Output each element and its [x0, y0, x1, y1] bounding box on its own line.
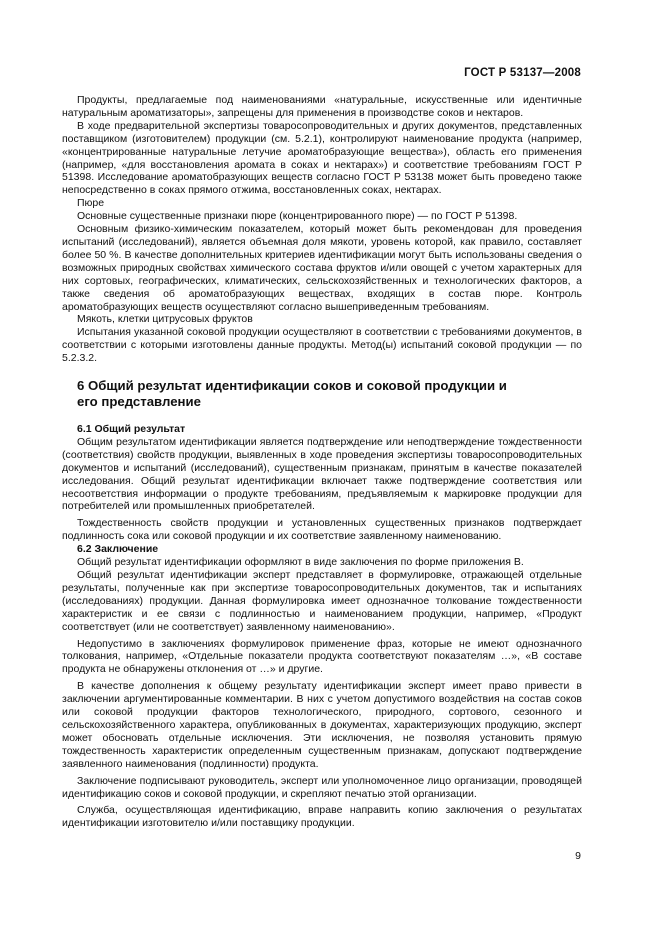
paragraph: В ходе предварительной экспертизы товаросопроводительных и других документов, представленных поставщиком (изготовителем) продукции (см. 5.2.1), контролируют наименование продукта (например, «концентрированные натуральные летучие ароматобразующие вещества»), область его применения (например, «для восстановления аромата в соках и нектарах») и соответствие требованиям ГОСТ Р 51398. Исследование ароматобразующих веществ согласно ГОСТ Р 53138 может быть проведено также непосредственно в соках прямого отжима, восстановленных соках, нектарах. — [62, 119, 582, 197]
subsection-6-2-title: 6.2 Заключение — [77, 543, 159, 556]
document-id-header: ГОСТ Р 53137—2008 — [464, 67, 581, 79]
paragraph: Общий результат идентификации эксперт представляет в формулировке, отражающей отдельные результаты, полученные как при экспертизе товаросопроводительных документов, так и испытаниях (исследованиях) продукции. Данная формулировка имеет однозначное толкование тождественности характеристик и ее связи с подлинностью и наименованием продукции, например, «Продукт соответствует (или не соответствует) заявленному наименованию». — [62, 569, 582, 633]
paragraph: Продукты, предлагаемые под наименованиями «натуральные, искусственные или идентичные натуральным ароматизаторы», запрещены для применения в производстве соков и нектаров. — [62, 94, 582, 119]
paragraph: Заключение подписывают руководитель, эксперт или уполномоченное лицо организации, проводящей идентификацию соков и соковой продукции, и скрепляют печатью этой организации. — [62, 774, 582, 800]
paragraph: Испытания указанной соковой продукции осуществляют в соответствии с требованиями документов, в соответствии с которыми изготовлены данные продукты. Метод(ы) испытаний соковой продукции — по 5.2.3.2. — [62, 326, 582, 365]
page-number: 9 — [575, 850, 581, 862]
paragraph: Служба, осуществляющая идентификацию, вправе направить копию заключения о результатах идентификации изготовителю и/или поставщику продукции. — [62, 804, 582, 830]
paragraph: Общий результат идентификации оформляют в виде заключения по форме приложения В. — [77, 556, 524, 569]
paragraph: Основные существенные признаки пюре (концентрированного пюре) — по ГОСТ Р 51398. — [77, 210, 518, 223]
paragraph: Общим результатом идентификации является подтверждение или неподтверждение тождественности (соответствия) свойств продукции, выявленных в ходе проведения экспертизы товаросопроводительных документов и испытаний (исследований), существенным признакам, принятым в качестве показателей исследования. Общий результат идентификации включает также подтверждение соответствия или несоответствия информации о продукте требованиям, предъявляемым к маркировке продукции для потребителей или промышленных приобретателей. — [62, 435, 582, 513]
paragraph-label-puree: Пюре — [77, 197, 105, 210]
paragraph: Основным физико-химическим показателем, который может быть рекомендован для проведения испытаний (исследований), является объемная доля мякоти, уровень которой, как правило, составляет более 50 %. В качестве дополнительных критериев идентификации могут быть использованы сведения о возможных природных свойствах химического состава фруктов и/или овощей с учетом характерных для них сортовых, географических, климатических, сельскохозяйственных и технологических факторов, а также сведения об ароматобразующих веществах, входящих в состав пюре. Контроль ароматобразующих веществ осуществляют согласно вышеприведенным требованиям. — [62, 223, 582, 313]
section-6-title: 6 Общий результат идентификации соков и соковой продукции и его представление — [77, 378, 507, 409]
paragraph-label-citrus-pulp: Мякоть, клетки цитрусовых фруктов — [77, 313, 253, 326]
subsection-6-1-title: 6.1 Общий результат — [77, 423, 186, 436]
page-body — [62, 94, 582, 830]
paragraph: Тождественность свойств продукции и установленных существенных признаков подтверждает подлинность сока или соковой продукции и их соответствие заявленному наименованию. — [62, 517, 582, 543]
paragraph: Недопустимо в заключениях формулировок применение фраз, которые не имеют однозначного толкования, например, «Отдельные показатели продукта соответствуют показателям …», «В составе продукта не обнаружены отклонения от …» и другие. — [62, 637, 582, 676]
paragraph: В качестве дополнения к общему результату идентификации эксперт имеет право привести в заключении аргументированные комментарии. В них с учетом допустимого воздействия на состав соков или соковой продукции факторов технологического, природного, сортового, сезонного и сельскохозяйственного характера, опубликованных в документах, характеризующих продукцию, эксперт может обосновать отдельные исключения. Эти исключения, не позволяя установить прямую тождественность характеристик определенным существенным признакам, допускают подтверждение заявленного наименования (подлинности) продукта. — [62, 680, 582, 770]
